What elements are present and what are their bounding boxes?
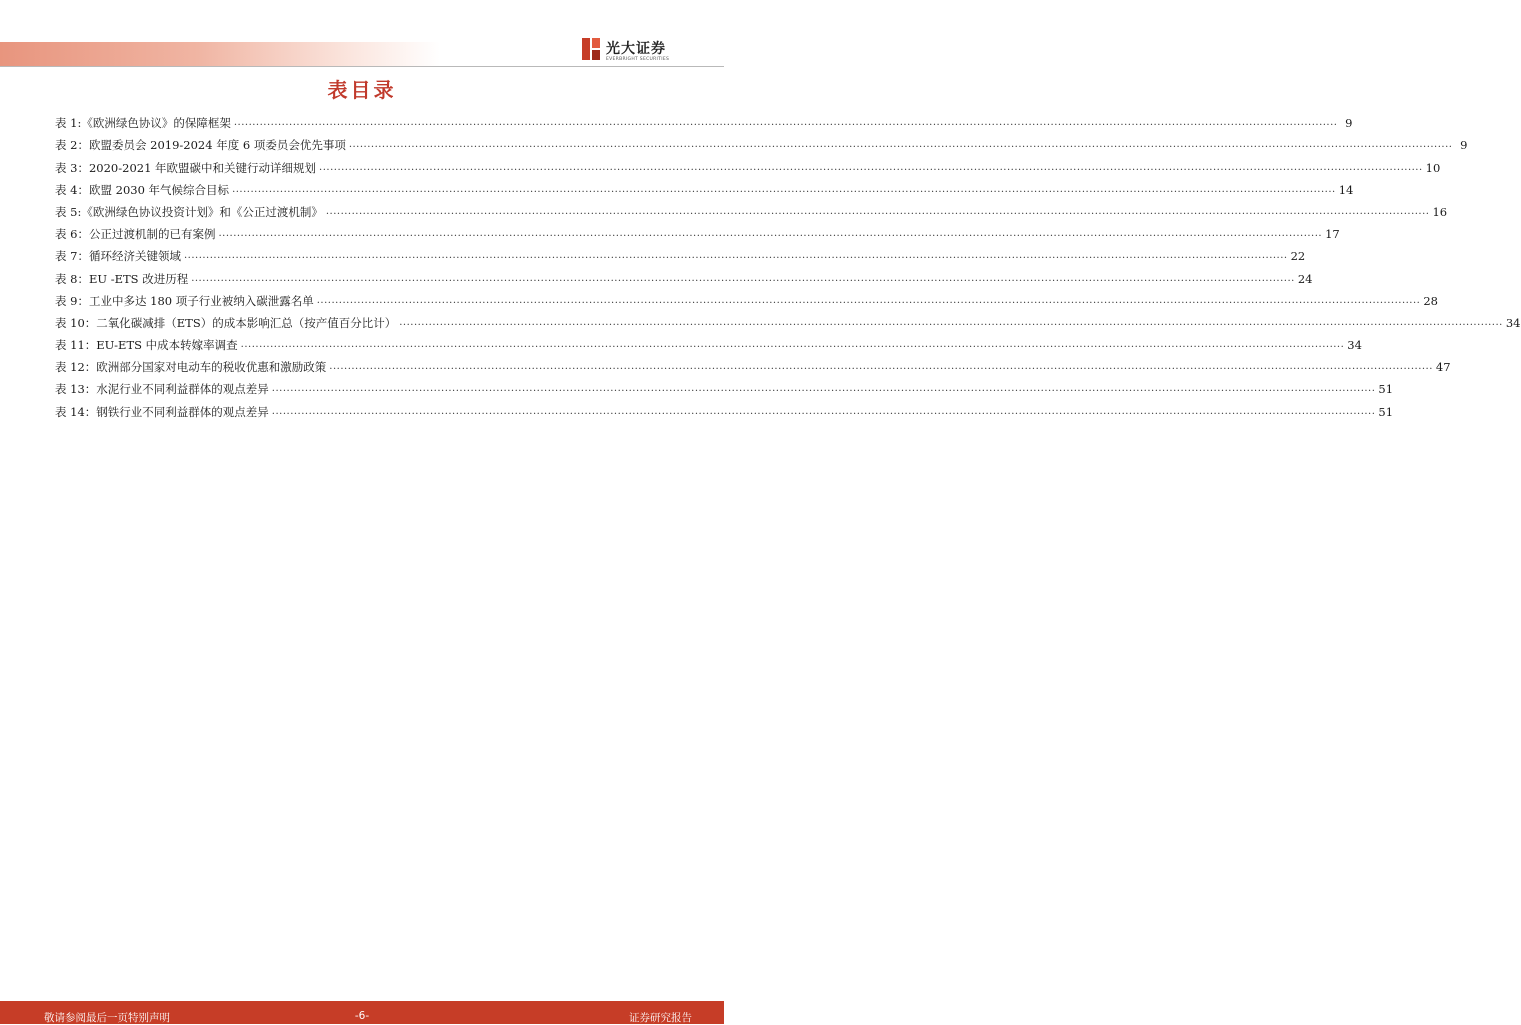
toc-entry[interactable] [55,286,1438,308]
toc-entry-page: 28 [1423,293,1438,308]
toc-entry[interactable] [55,108,1353,131]
toc-entry-label: 表 2：欧盟委员会 2019-2024 年度 6 项委员会优先事项 [55,138,346,153]
toc-entry[interactable] [55,219,1340,242]
toc-leader-dots: ............................................................................................................................................................................................................................................................................................................ [348,139,1453,151]
toc-entry-page: 9 [1345,116,1353,131]
header-divider [0,66,724,67]
toc-leader-dots: ............................................................................................................................................................................................................................................................................................................ [325,205,1430,217]
toc-entry[interactable] [55,374,1394,397]
toc-entry[interactable] [55,263,1313,286]
toc-entry-page: 47 [1435,360,1451,375]
toc-leader-dots: ............................................................................................................................................................................................................................................................................................................ [218,228,1323,240]
toc-leader-dots: ............................................................................................................................................................................................................................................................................................................ [233,117,1338,129]
toc-entry-label: 表 11：EU-ETS 中成本转嫁率调查 [55,338,238,353]
toc-entry-page: 51 [1378,382,1394,397]
toc-entry[interactable] [55,241,1306,264]
page-title: 表目录 [327,78,397,102]
toc-entry-page: 24 [1297,271,1313,286]
footer-report-type: 证券研究报告 [629,1012,692,1024]
toc-entry-page: 34 [1505,315,1521,330]
toc-entry-page: 16 [1432,204,1448,219]
toc-entry-label: 表 8：EU -ETS 改进历程 [55,271,189,286]
toc-entry[interactable] [55,130,1468,153]
toc-entry-label: 表 7：循环经济关键领域 [55,249,181,264]
toc-entry-page: 51 [1378,404,1394,419]
toc-entry-label: 表 12：欧洲部分国家对电动车的税收优惠和激励政策 [55,360,327,375]
toc-entry-label: 表 5:《欧洲绿色协议投资计划》和《公正过渡机制》 [55,204,323,219]
toc-entry-label: 表 9：工业中多达 180 项子行业被纳入碳泄露名单 [55,293,314,308]
table-of-contents [55,108,1521,419]
page-number: -6- [354,1010,370,1022]
toc-entry-page: 22 [1290,249,1306,264]
toc-leader-dots: ............................................................................................................................................................................................................................................................................................................ [319,161,1423,173]
toc-entry[interactable] [55,175,1354,197]
logo-subtitle: EVERBRIGHT SECURITIES [606,57,670,62]
toc-leader-dots: ............................................................................................................................................................................................................................................................................................................ [240,339,1345,351]
toc-leader-dots: ............................................................................................................................................................................................................................................................................................................ [183,250,1288,262]
toc-leader-dots: ............................................................................................................................................................................................................................................................................................................ [329,361,1433,373]
header-accent-bar [0,42,440,66]
toc-entry-label: 表 3：2020-2021 年欧盟碳中和关键行动详细规划 [55,160,317,175]
toc-entry[interactable] [55,152,1441,175]
toc-leader-dots: ............................................................................................................................................................................................................................................................................................................ [232,183,1336,195]
toc-leader-dots: ............................................................................................................................................................................................................................................................................................................ [191,272,1295,284]
toc-entry-page: 17 [1325,227,1340,242]
toc-leader-dots: ............................................................................................................................................................................................................................................................................................................ [271,383,1376,395]
toc-entry-label: 表 6：公正过渡机制的已有案例 [55,227,216,242]
company-logo [582,36,692,66]
logo-name: 光大证券 [606,41,666,57]
toc-entry[interactable] [55,352,1451,375]
toc-leader-dots: ............................................................................................................................................................................................................................................................................................................ [271,405,1376,417]
toc-entry-page: 10 [1425,160,1441,175]
toc-entry-label: 表 10：二氧化碳减排（ETS）的成本影响汇总（按产值百分比计） [55,315,397,330]
toc-entry-label: 表 13：水泥行业不同利益群体的观点差异 [55,382,269,397]
toc-entry-page: 9 [1460,138,1468,153]
logo-mark-icon [582,38,600,60]
toc-entry-label: 表 1:《欧洲绿色协议》的保障框架 [55,116,231,131]
toc-entry[interactable] [55,330,1362,353]
toc-leader-dots: ............................................................................................................................................................................................................................................................................................................ [316,294,1421,306]
toc-entry[interactable] [55,308,1521,330]
toc-entry-label: 表 14：钢铁行业不同利益群体的观点差异 [55,404,269,419]
toc-entry-page: 14 [1338,182,1354,197]
toc-entry[interactable] [55,396,1394,419]
toc-leader-dots: ............................................................................................................................................................................................................................................................................................................ [399,316,1503,328]
toc-entry-label: 表 4：欧盟 2030 年气候综合目标 [55,182,230,197]
toc-entry[interactable] [55,197,1448,219]
footer-disclaimer: 敬请参阅最后一页特别声明 [44,1012,170,1024]
toc-entry-page: 34 [1347,338,1362,353]
